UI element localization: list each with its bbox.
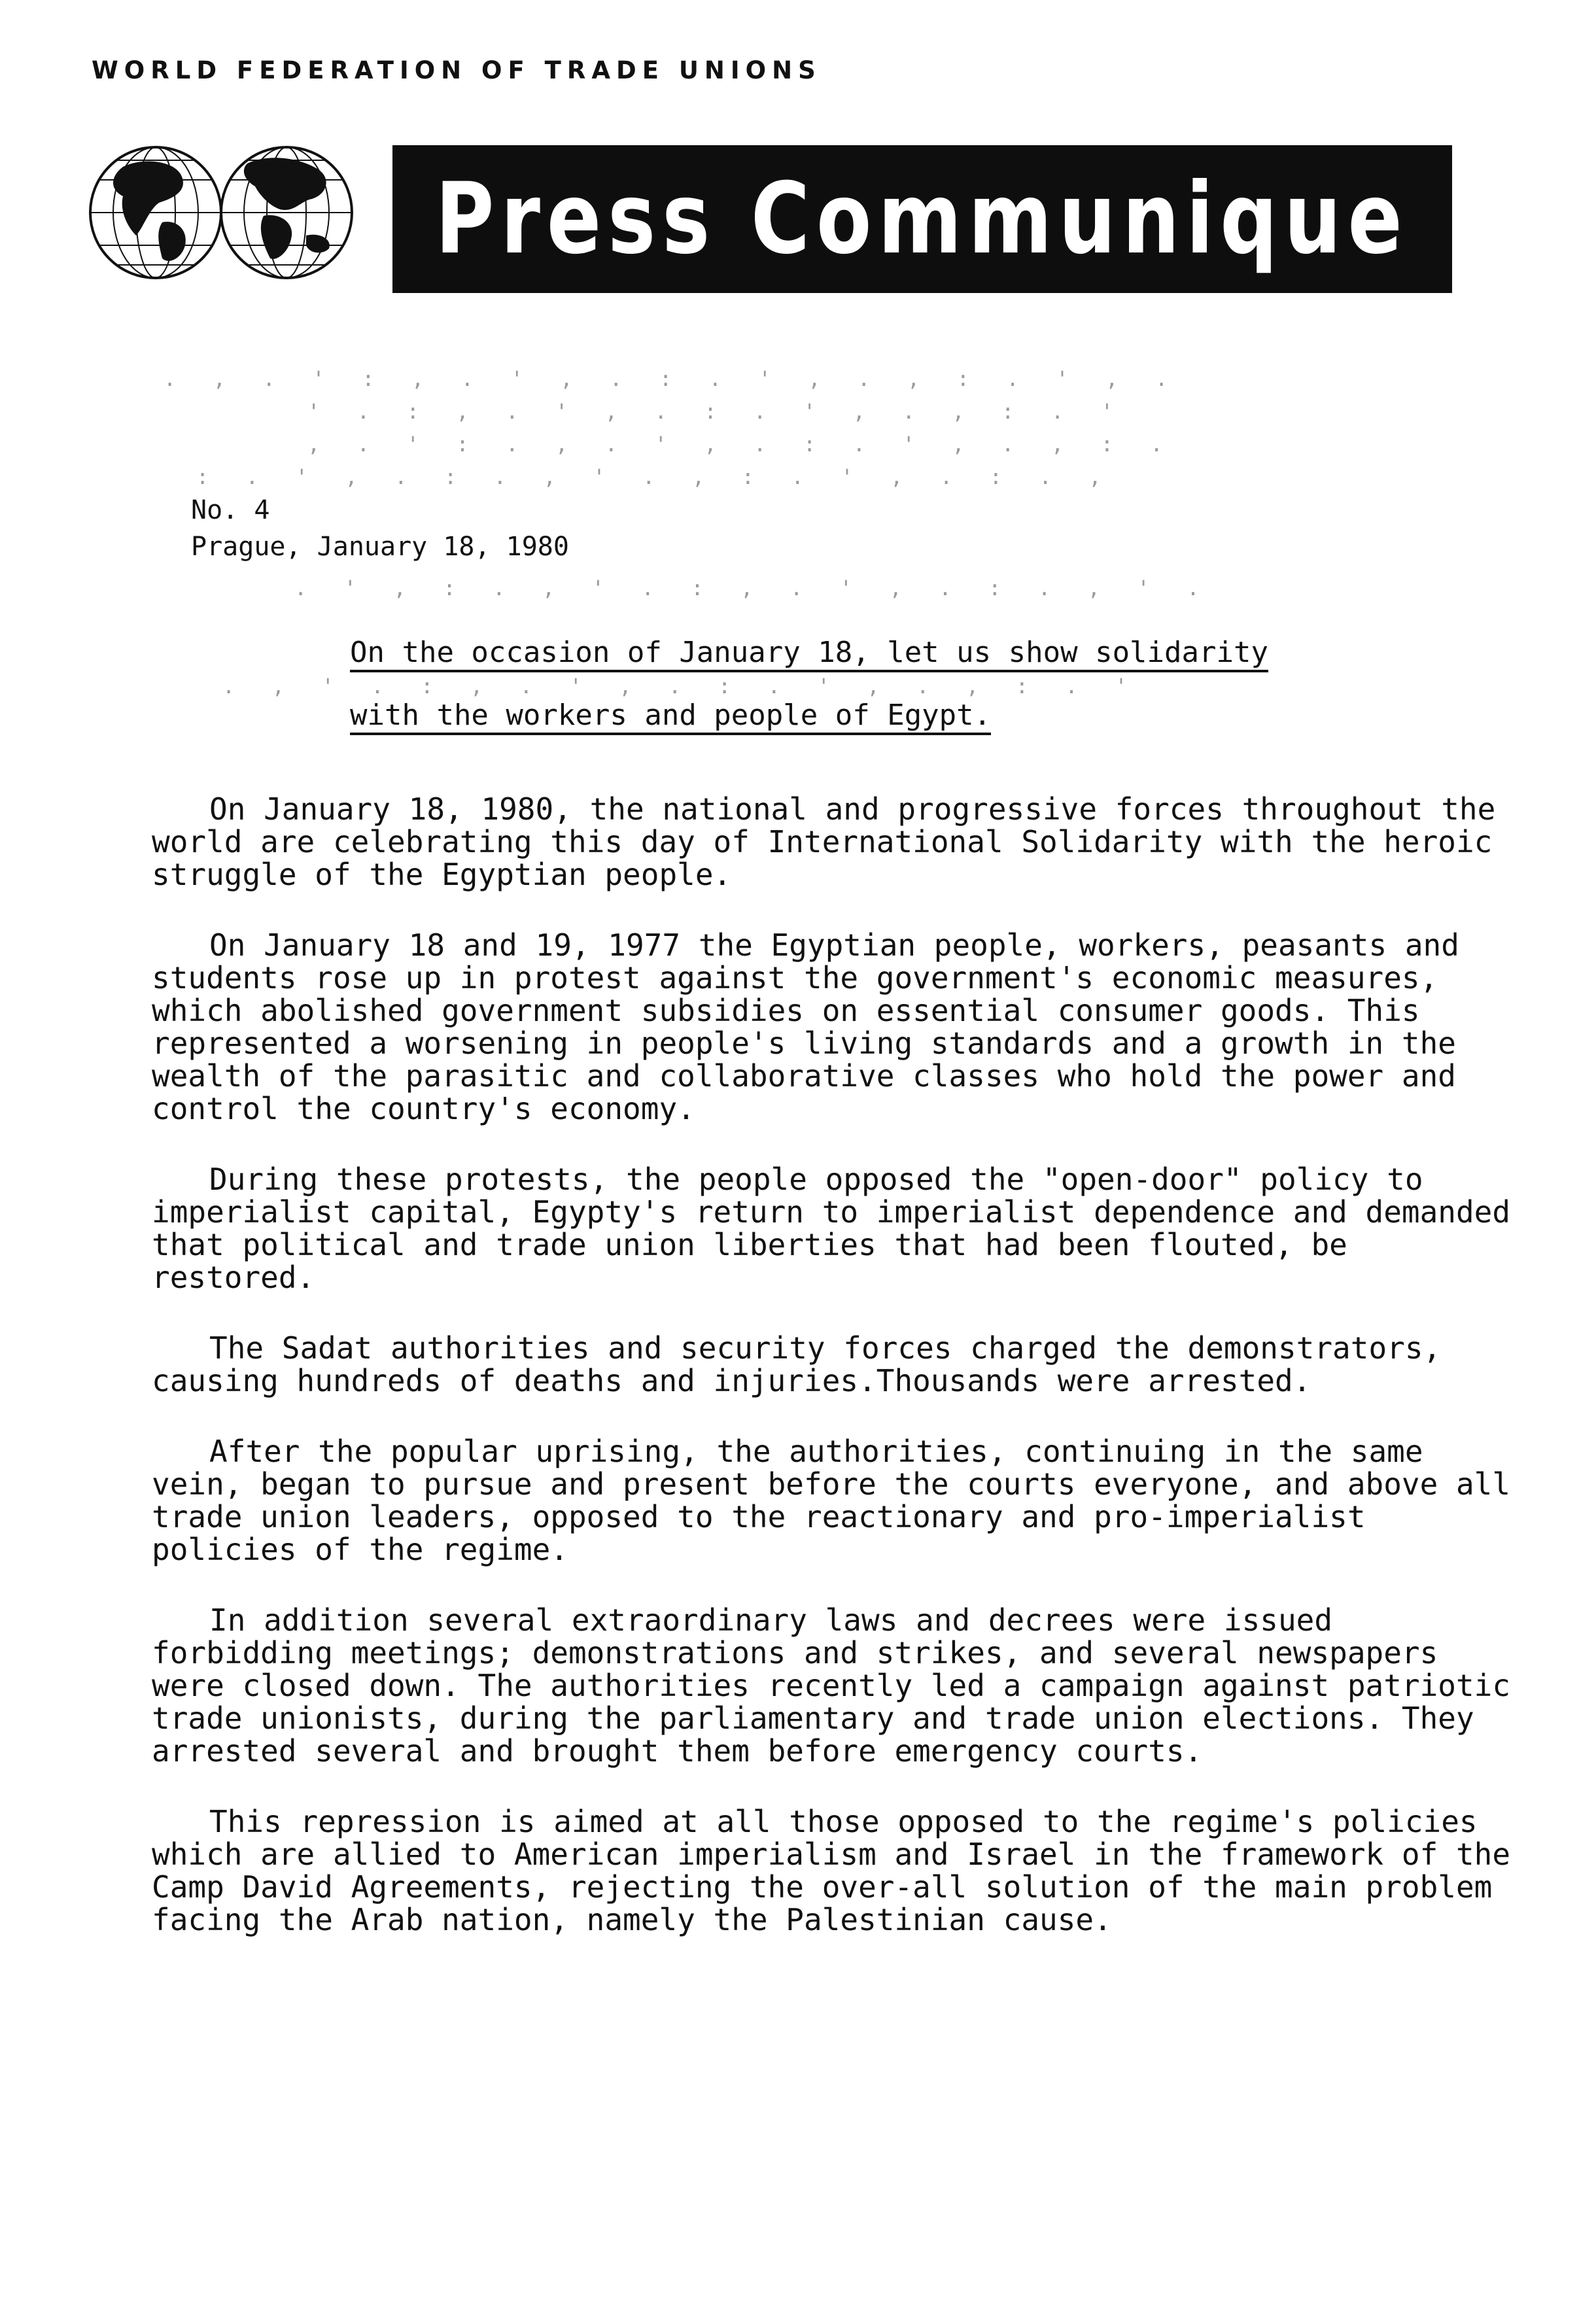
bleed-through-noise: . , . ' : , . ' , . : . ' , . , : . ' , . [164, 366, 1172, 391]
organization-name: WORLD FEDERATION OF TRADE UNIONS [92, 56, 822, 84]
bleed-through-noise: . ' , : . , ' . : , . ' , . : . , ' . [294, 576, 1204, 600]
body-paragraph: On January 18, 1980, the national and progressive forces throughout the world are celebrating this day of International Solidarity with the heroic struggle of the Egyptian people. [152, 791, 1496, 892]
body-paragraph: In addition several extraordinary laws and decrees were issued forbidding meetings; demonstrations and strikes, and several newspapers were closed down. The authorities recently led a campaign against patriotic trade unionists, during the parliamentary and trade union elections. They arrested several and brought them before emergency courts. [152, 1602, 1511, 1769]
headline-line-1: On the occasion of January 18, let us show solidarity [350, 636, 1268, 672]
communique-number: No. 4 [191, 495, 270, 525]
bleed-through-noise: : . ' , . : . , ' . , : . ' , . : . , [196, 464, 1105, 489]
body-paragraph: On January 18 and 19, 1977 the Egyptian people, workers, peasants and students rose up in protest against the government's economic measures, which abolished government subsidies on essential consumer goods. This represented a worsening in people's living standards and a growth in the wealth of the parasitic and collaborative classes who hold the power and control the country's economy. [152, 927, 1459, 1126]
body-paragraph: The Sadat authorities and security forces charged the demonstrators, causing hundreds of deaths and injuries.Thousands were arrested. [152, 1330, 1442, 1398]
press-communique-banner [392, 145, 1452, 293]
communique-body [152, 793, 1512, 1974]
body-paragraph: During these protests, the people opposed the "open-door" policy to imperialist capital, Egypty's return to imperialist dependence and demanded that political and trade union liberties that had been flouted, be restored. [152, 1162, 1511, 1295]
globe-pair-logo [84, 137, 358, 288]
bleed-through-noise: , . ' : . , . ' , . : . ' , . , : . [307, 432, 1167, 457]
body-paragraph: After the popular uprising, the authorities, continuing in the same vein, began to pursue and present before the courts everyone, and above all trade union leaders, opposed to the reactionary and pro-imperialist policies of the regime. [152, 1434, 1511, 1567]
banner-title: Press Communique [435, 162, 1410, 276]
place-and-date: Prague, January 18, 1980 [191, 532, 569, 562]
body-paragraph: This repression is aimed at all those opposed to the regime's policies which are allied to American imperialism and Israel in the framework of the Camp David Agreements, rejecting the over-all solution of the main problem facing the Arab nation, namely the Palestinian cause. [152, 1804, 1511, 1937]
bleed-through-noise: . , ' . : , . ' , . : . ' , . , : . ' [222, 674, 1132, 699]
headline-line-2: with the workers and people of Egypt. [350, 699, 991, 735]
bleed-through-noise: ' . : , . ' , . : . ' , . , : . ' [307, 399, 1118, 424]
